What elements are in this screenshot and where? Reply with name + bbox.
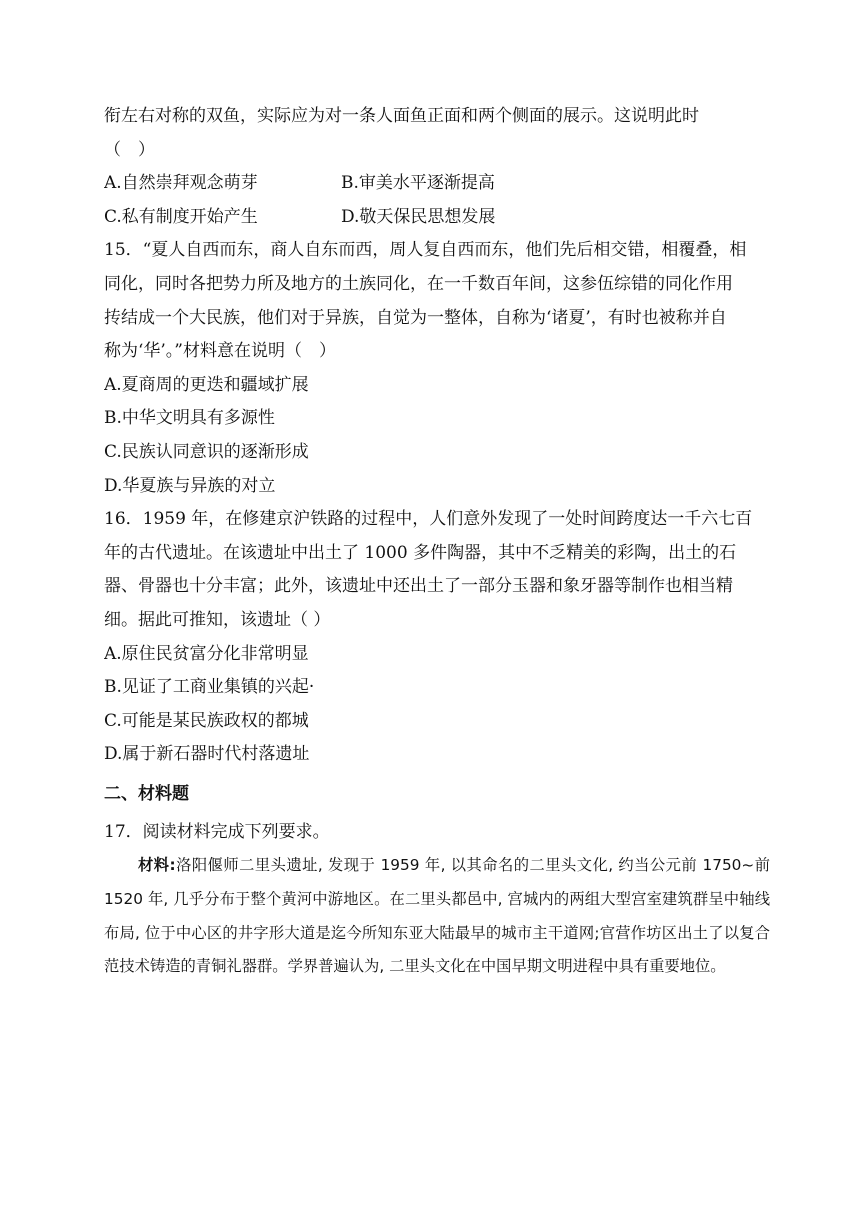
question-17-stem: 17．阅读材料完成下列要求。	[104, 821, 330, 842]
section-heading-material: 二、材料题	[104, 783, 189, 804]
option-a[interactable]: A.夏商周的更迭和疆域扩展	[104, 374, 309, 395]
option-c[interactable]: C.民族认同意识的逐渐形成	[104, 441, 309, 462]
question-16-stem-line-3: 器、骨器也十分丰富；此外，该遗址中还出土了一部分玉器和象牙器等制作也相当精	[104, 576, 733, 597]
option-c[interactable]: C.私有制度开始产生	[104, 206, 258, 227]
question-15-stem-line-1: 15．“夏人自西而东，商人自东而西，周人复自西而东，他们先后相交错，相覆叠，相	[104, 240, 747, 261]
question-14-continuation: 衔左右对称的双鱼，实际应为对一条人面鱼正面和两个侧面的展示。这说明此时	[104, 106, 699, 126]
question-15-stem-line-4: 称为‘华’。”材料意在说明（ ）	[104, 341, 336, 362]
option-d[interactable]: D.敬天保民思想发展	[341, 206, 496, 227]
option-b[interactable]: B.中华文明具有多源性	[104, 408, 275, 429]
option-d[interactable]: D.属于新石器时代村落遗址	[104, 744, 310, 765]
options-row-ab	[104, 167, 784, 201]
option-d[interactable]: D.华夏族与异族的对立	[104, 475, 276, 496]
answer-parentheses: （ ）	[104, 139, 155, 160]
material-passage	[104, 849, 770, 983]
option-a[interactable]: A.自然崇拜观念萌芽	[104, 173, 258, 194]
question-16-stem-line-1: 16．1959 年，在修建京沪铁路的过程中，人们意外发现了一处时间跨度达一千六七百	[104, 509, 753, 530]
question-16	[104, 503, 784, 772]
question-17	[104, 816, 784, 984]
option-c[interactable]: C.可能是某民族政权的都城	[104, 710, 309, 731]
question-16-stem-line-2: 年的古代遗址。在该遗址中出土了 1000 多件陶器，其中不乏精美的彩陶，出土的石	[104, 542, 737, 563]
option-b[interactable]: B.见证了工商业集镇的兴起·	[104, 677, 315, 698]
question-14	[104, 100, 784, 234]
question-16-stem-line-4: 细。据此可推知，该遗址（ ）	[104, 609, 331, 630]
question-15-stem-line-3: 抟结成一个大民族，他们对于异族，自觉为一整体，自称为‘诸夏’，有时也被称并自	[104, 307, 727, 328]
material-text: 洛阳偃师二里头遗址, 发现于 1959 年, 以其命名的二里头文化, 约当公元前 1750~前 1520 年, 几乎分布于整个黄河中游地区。在二里头都邑中, 宫城内的两组大型宫室建筑群呈中轴线布局, 位于中心区的井字形大道是迄今所知东亚大陆最早的城市主干道网;官营作坊区出土了以复合范技术铸造的青铜礼器群。学界普遍认为, 二里头文化在中国早期文明进程中具有重要地位。	[104, 856, 770, 976]
material-label: 材料:	[138, 856, 176, 875]
exam-page	[104, 100, 784, 984]
question-15	[104, 234, 784, 503]
option-b[interactable]: B.审美水平逐渐提高	[341, 173, 495, 194]
options-row-cd	[104, 201, 784, 235]
question-15-stem-line-2: 同化，同时各把势力所及地方的土族同化，在一千数百年间，这参伍综错的同化作用	[104, 273, 733, 294]
option-a[interactable]: A.原住民贫富分化非常明显	[104, 643, 309, 664]
